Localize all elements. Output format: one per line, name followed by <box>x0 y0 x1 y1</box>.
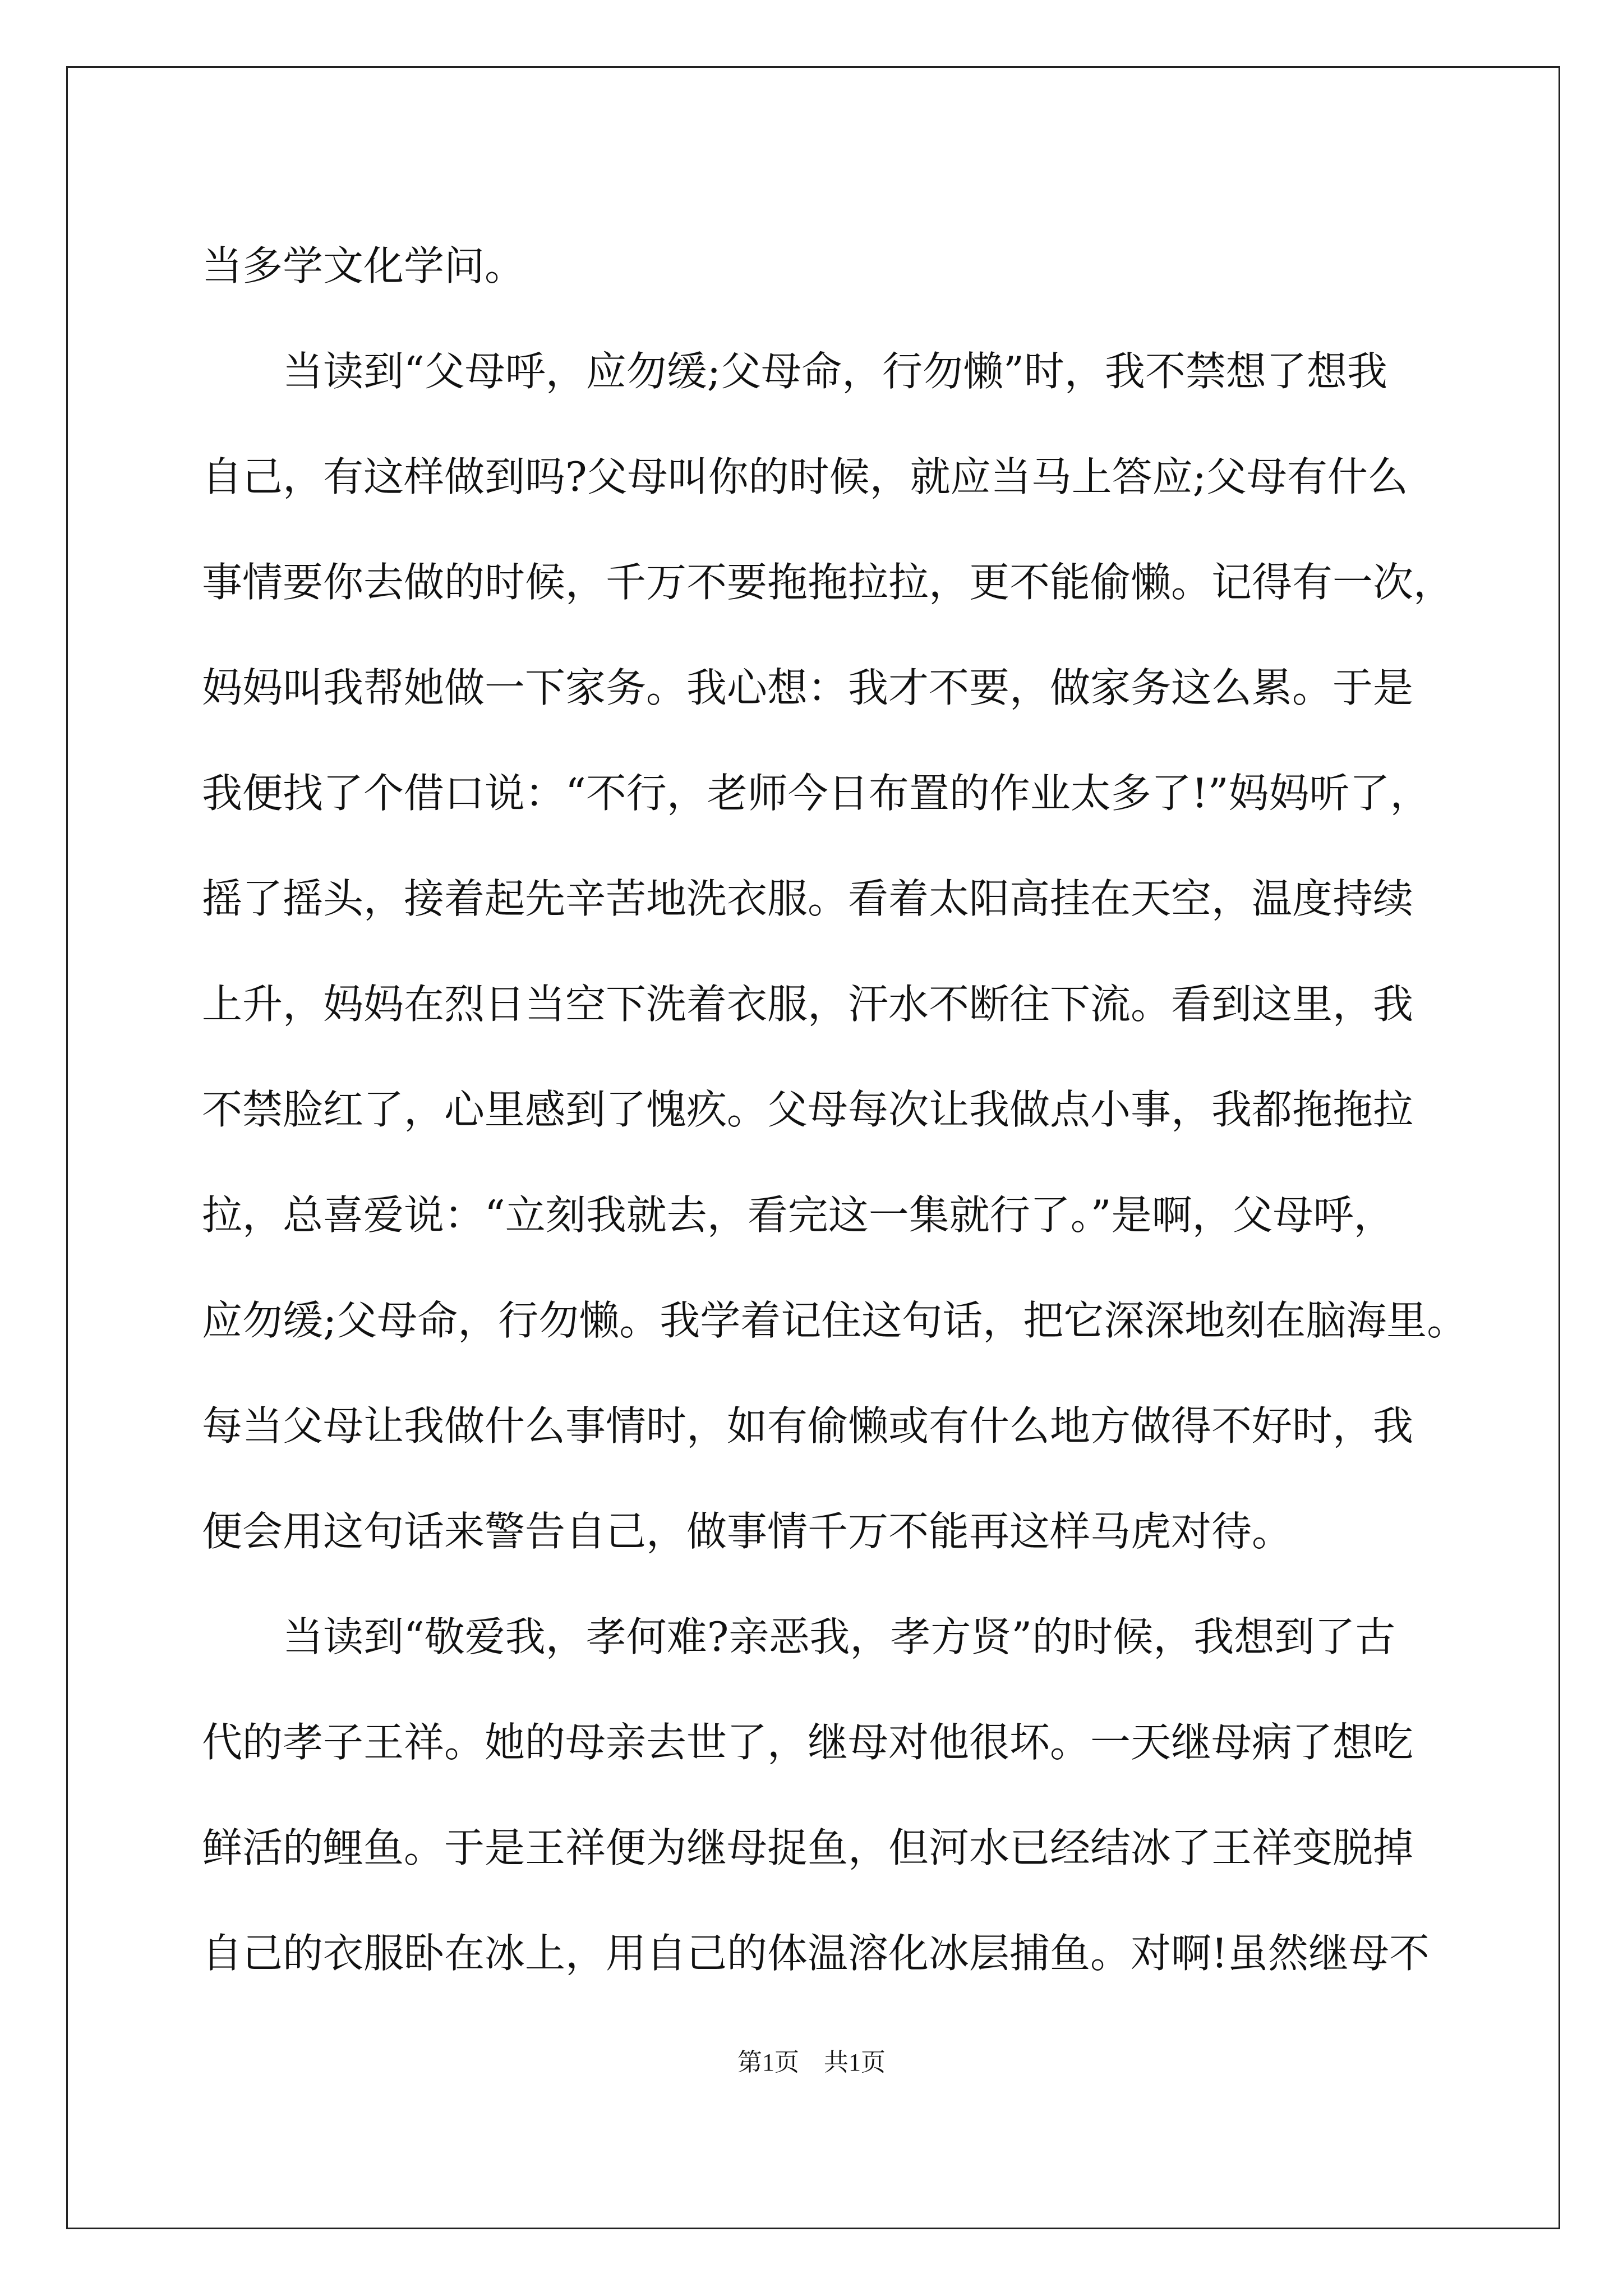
paragraph-first-line: 当读到“父母呼，应勿缓;父母命，行勿懒”时，我不禁想了想我 <box>283 348 1387 395</box>
text-line: 拉，总喜爱说：“立刻我就去，看完这一集就行了。”是啊，父母呼， <box>202 1191 1394 1239</box>
text-line: 代的孝子王祥。她的母亲去世了，继母对他很坏。一天继母病了想吃 <box>202 1719 1414 1766</box>
text-line: 不禁脸红了，心里感到了愧疚。父母每次让我做点小事，我都拖拖拉 <box>202 1086 1414 1133</box>
text-line: 我便找了个借口说：“不行，老师今日布置的作业太多了!”妈妈听了， <box>202 770 1431 817</box>
text-line: 鲜活的鲤鱼。于是王祥便为继母捉鱼，但河水已经结冰了王祥变脱掉 <box>202 1824 1414 1871</box>
text-line: 摇了摇头，接着起先辛苦地洗衣服。看着太阳高挂在天空，温度持续 <box>202 875 1414 922</box>
text-line: 当多学文化学问。 <box>202 242 525 289</box>
text-line: 便会用这句话来警告自己，做事情千万不能再这样马虎对待。 <box>202 1508 1293 1555</box>
text-line: 每当父母让我做什么事情时，如有偷懒或有什么地方做得不好时，我 <box>202 1402 1414 1450</box>
text-line: 事情要你去做的时候，千万不要拖拖拉拉，更不能偷懒。记得有一次， <box>202 559 1454 606</box>
text-line: 应勿缓;父母命，行勿懒。我学着记住这句话，把它深深地刻在脑海里。 <box>202 1297 1468 1344</box>
paragraph-first-line: 当读到“敬爱我，孝何难?亲恶我，孝方贤”的时候，我想到了古 <box>283 1613 1396 1660</box>
text-line: 自己的衣服卧在冰上，用自己的体温溶化冰层捕鱼。对啊!虽然继母不 <box>202 1930 1430 1977</box>
text-line: 妈妈叫我帮她做一下家务。我心想：我才不要，做家务这么累。于是 <box>202 664 1414 711</box>
page-number-footer: 第1页 共1页 <box>737 2049 886 2076</box>
document-body <box>202 213 1468 2006</box>
text-line: 自己，有这样做到吗?父母叫你的时候，就应当马上答应;父母有什么 <box>202 453 1408 500</box>
text-line: 上升，妈妈在烈日当空下洗着衣服，汗水不断往下流。看到这里，我 <box>202 981 1414 1028</box>
